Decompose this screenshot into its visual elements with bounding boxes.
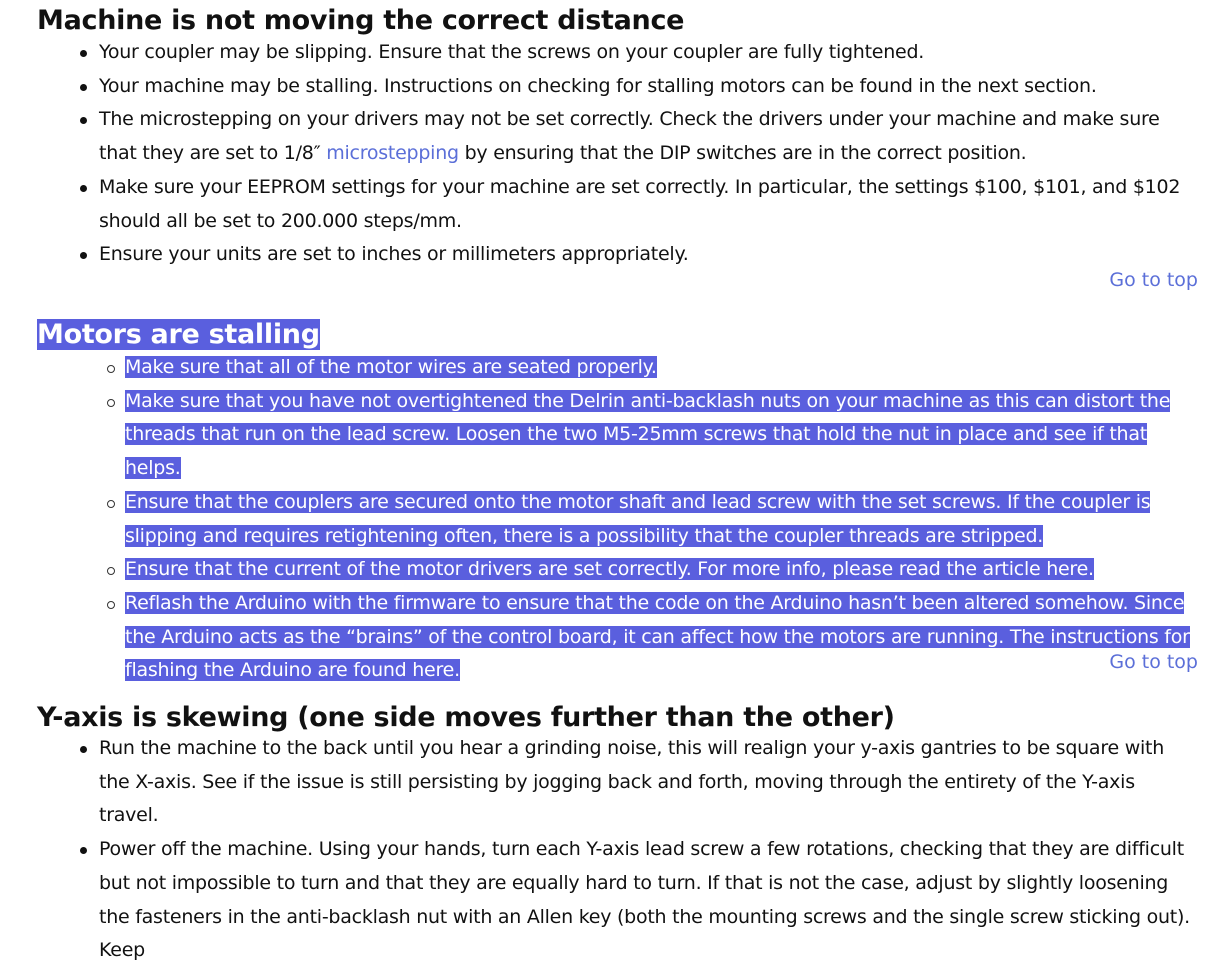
section-title-motors-stalling: Motors are stalling — [37, 319, 320, 350]
list-item: The microstepping on your drivers may not be set correctly. Check the drivers under your machine and make sure that they are set to 1/8″ microstepping by ensuring that the DIP switches are in the correct position. — [0, 103, 1215, 170]
go-to-top-container — [1109, 647, 1215, 677]
list-item: Your machine may be stalling. Instructions on checking for stalling motors can be found in the next section. — [0, 70, 1215, 104]
bullet-icon — [80, 185, 87, 192]
bullet-list-motors-stalling — [0, 351, 1215, 688]
circle-bullet-icon — [107, 365, 115, 373]
section-title-correct-distance: Machine is not moving the correct distance — [37, 5, 685, 36]
list-item: Run the machine to the back until you hear a grinding noise, this will realign your y-axis gantries to be square with the X-axis. See if the issue is still persisting by jogging back and forth, moving through the entirety of the Y-axis travel. — [0, 732, 1215, 833]
go-to-top-container — [1109, 265, 1215, 295]
circle-bullet-icon — [107, 567, 115, 575]
bullet-icon — [80, 847, 87, 854]
list-item: Power off the machine. Using your hands, turn each Y-axis lead screw a few rotations, checking that they are difficult but not impossible to turn and that they are equally hard to turn. If that is not the case, adjust by slightly loosening the fasteners in the anti-backlash nut with an Allen key (both the mounting screws and the single screw sticking out). Keep — [0, 833, 1215, 968]
list-item: Ensure your units are set to inches or millimeters appropriately. — [0, 238, 1215, 272]
list-item: Ensure that the couplers are secured onto the motor shaft and lead screw with the set screws. If the coupler is slipping and requires retightening often, there is a possibility that the coupler threads are stripped. — [0, 486, 1215, 553]
bullet-icon — [80, 84, 87, 91]
circle-bullet-icon — [107, 399, 115, 407]
circle-bullet-icon — [107, 601, 115, 609]
list-item: Make sure that you have not overtightened the Delrin anti-backlash nuts on your machine as this can distort the threads that run on the lead screw. Loosen the two M5-25mm screws that hold the nut in place and see if that helps. — [0, 385, 1215, 486]
list-item: Ensure that the current of the motor drivers are set correctly. For more info, please read the article here. — [0, 553, 1215, 587]
bullet-icon — [80, 746, 87, 753]
bullet-list-y-axis-skewing — [0, 732, 1215, 968]
go-to-top-link[interactable]: Go to top — [1109, 651, 1198, 673]
circle-bullet-icon — [107, 500, 115, 508]
list-item: Your coupler may be slipping. Ensure that the screws on your coupler are fully tightened. — [0, 36, 1215, 70]
bullet-list-correct-distance — [0, 36, 1215, 272]
list-item: Make sure your EEPROM settings for your machine are set correctly. In particular, the settings $100, $101, and $102 should all be set to 200.000 steps/mm. — [0, 171, 1215, 238]
list-item: Make sure that all of the motor wires are seated properly. — [0, 351, 1215, 385]
bullet-icon — [80, 117, 87, 124]
section-title-y-axis-skewing: Y-axis is skewing (one side moves further than the other) — [37, 702, 895, 733]
bullet-icon — [80, 50, 87, 57]
go-to-top-link[interactable]: Go to top — [1109, 269, 1198, 291]
microstepping-link[interactable]: microstepping — [326, 142, 459, 165]
list-item: Reflash the Arduino with the firmware to ensure that the code on the Arduino hasn’t been altered somehow. Since the Arduino acts as the “brains” of the control board, it can affect how the motors are running. The instructions for flashing the Arduino are found here. — [0, 587, 1215, 688]
bullet-icon — [80, 252, 87, 259]
